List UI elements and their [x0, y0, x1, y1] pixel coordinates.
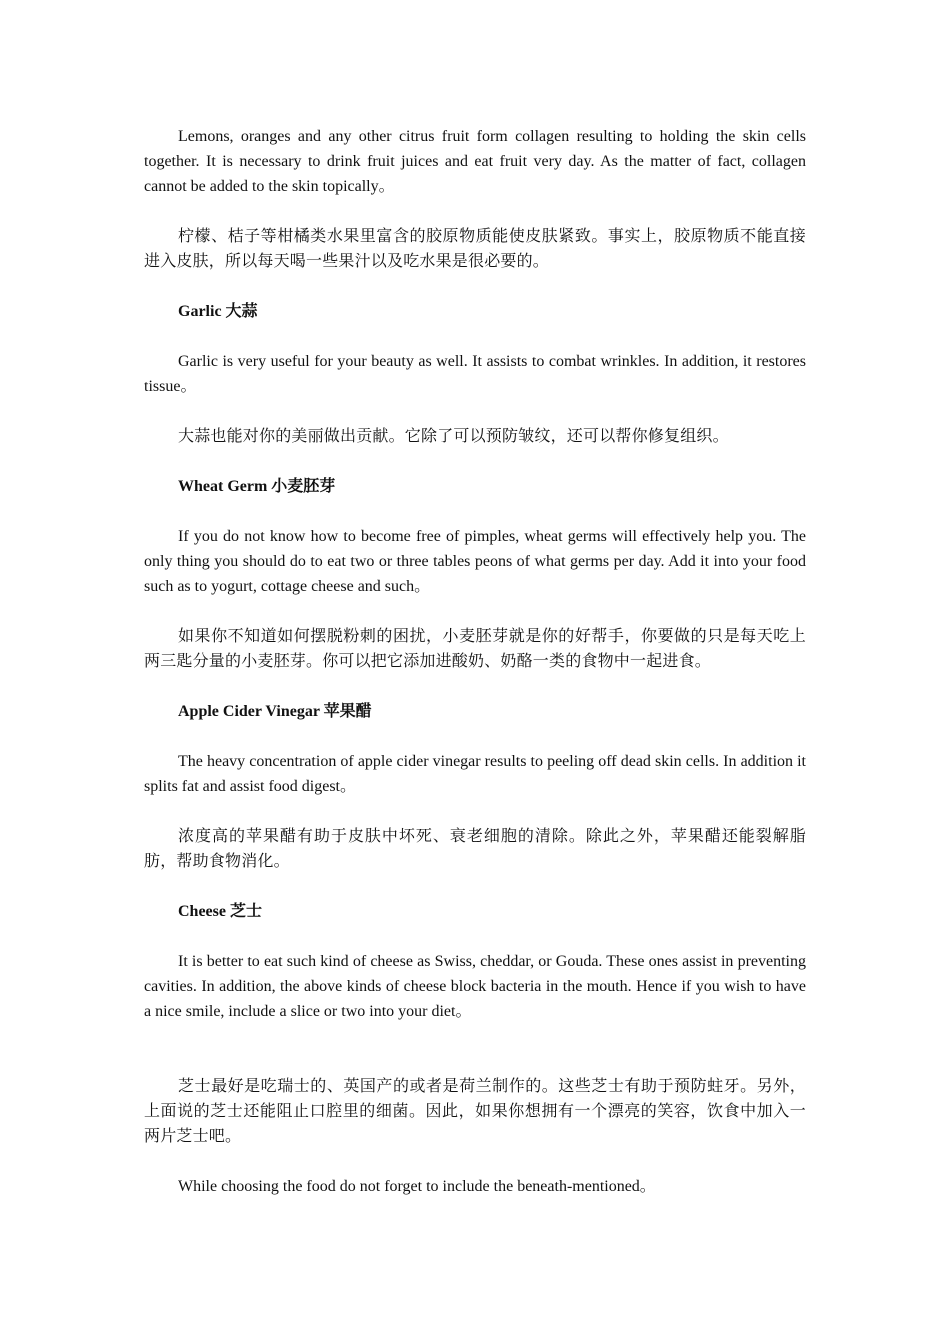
- paragraph-citrus-en: Lemons, oranges and any other citrus fruit form collagen resulting to holding the skin cells together. It is necessary to drink fruit juices and eat fruit very day. As the matter of fact, collagen cannot be added to the skin topically。: [144, 128, 806, 195]
- paragraph-wheat-germ-en: If you do not know how to become free of pimples, wheat germs will effectively help you. The only thing you should do to eat two or three tables peons of what germs per day. Add it into your food such as to yogurt, cottage cheese and such。: [144, 528, 806, 595]
- blank-line: [144, 1049, 806, 1074]
- paragraph-closing-en: While choosing the food do not forget to include the beneath-mentioned。: [178, 1178, 656, 1195]
- paragraph-cheese-en: It is better to eat such kind of cheese as Swiss, cheddar, or Gouda. These ones assist in preventing cavities. In addition, the above kinds of cheese block bacteria in the mouth. Hence if you wish to have a nice smile, include a slice or two into your diet。: [144, 953, 806, 1020]
- paragraph-vinegar-cn: 浓度高的苹果醋有助于皮肤中坏死、衰老细胞的清除。除此之外，苹果醋还能裂解脂肪，帮助食物消化。: [144, 828, 806, 870]
- heading-cheese: Cheese 芝士: [178, 903, 262, 920]
- paragraph-citrus-cn: 柠檬、桔子等柑橘类水果里富含的胶原物质能使皮肤紧致。事实上，胶原物质不能直接进入皮肤，所以每天喝一些果汁以及吃水果是很必要的。: [144, 228, 806, 270]
- heading-wheat-germ: Wheat Germ 小麦胚芽: [178, 478, 336, 495]
- paragraph-vinegar-en: The heavy concentration of apple cider vinegar results to peeling off dead skin cells. In addition it splits fat and assist food digest。: [144, 753, 806, 795]
- paragraph-garlic-en: Garlic is very useful for your beauty as well. It assists to combat wrinkles. In addition, it restores tissue。: [144, 353, 806, 395]
- paragraph-wheat-germ-cn: 如果你不知道如何摆脱粉刺的困扰，小麦胚芽就是你的好帮手，你要做的只是每天吃上两三匙分量的小麦胚芽。你可以把它添加进酸奶、奶酪一类的食物中一起进食。: [144, 628, 806, 670]
- heading-apple-cider-vinegar: Apple Cider Vinegar 苹果醋: [178, 703, 372, 720]
- heading-garlic: Garlic 大蒜: [178, 303, 258, 320]
- paragraph-cheese-cn: 芝士最好是吃瑞士的、英国产的或者是荷兰制作的。这些芝士有助于预防蛀牙。另外，上面说的芝士还能阻止口腔里的细菌。因此，如果你想拥有一个漂亮的笑容，饮食中加入一两片芝士吧。: [144, 1078, 806, 1145]
- document-page: [144, 124, 806, 1224]
- paragraph-garlic-cn: 大蒜也能对你的美丽做出贡献。它除了可以预防皱纹，还可以帮你修复组织。: [178, 428, 729, 445]
